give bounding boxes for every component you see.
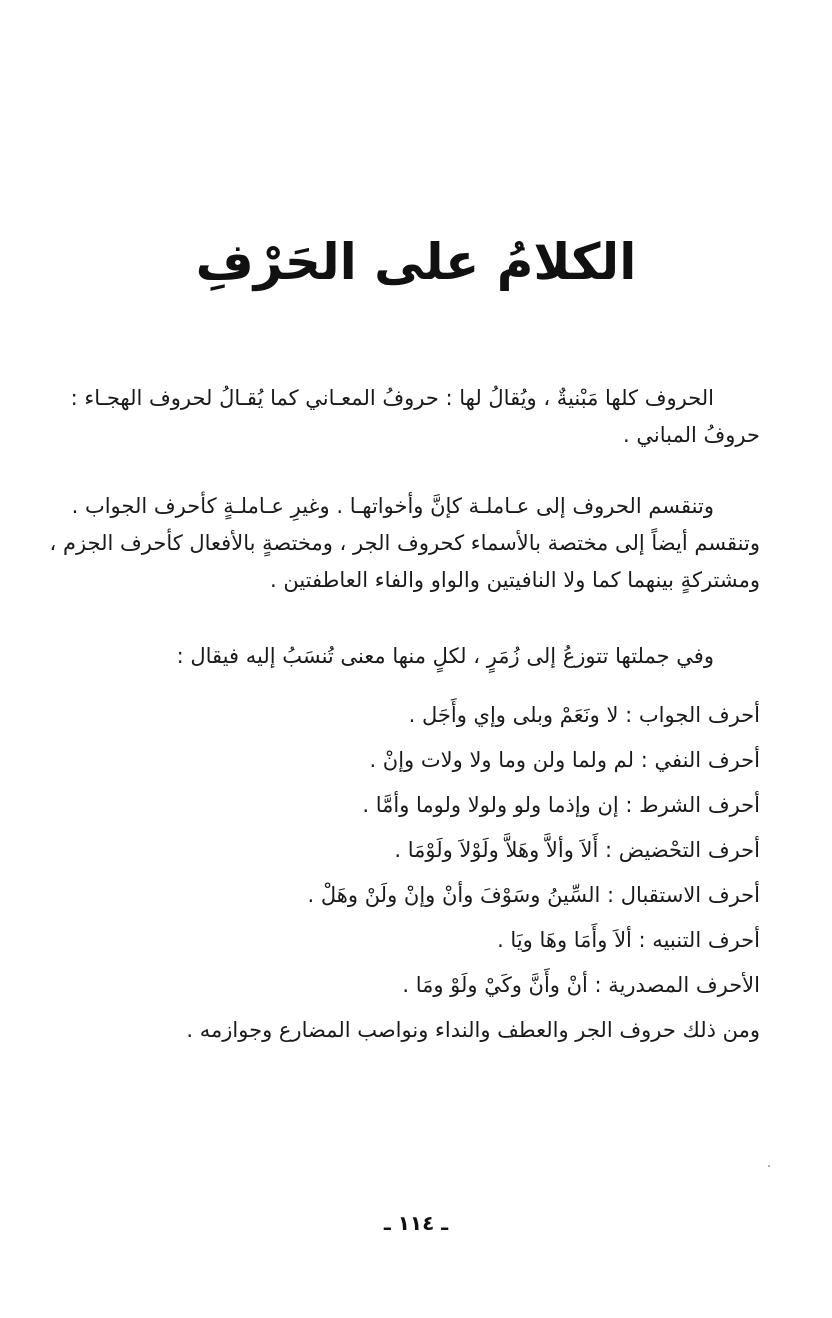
list-item-others: ومن ذلك حروف الجر والعطف والنداء ونواصب المضارع وجوازمه . <box>186 1018 760 1042</box>
text-line: وتنقسم أيضاً إلى مختصة بالأسماء كحروف الجر ، ومختصةٍ بالأفعال كأحرف الجزم ، <box>49 531 760 555</box>
chapter-title: الكلامُ على الحَرْفِ <box>195 233 637 291</box>
list-item-answer: أحرف الجواب : لا ونَعَمْ وبلى وإي وأَجَل . <box>408 703 760 727</box>
page-number: ـ ١١٤ ـ <box>383 1211 449 1235</box>
text-line: وفي جملتها تتوزعُ إلى زُمَرٍ ، لكلٍ منها معنى تُنسَبُ إليه فيقال : <box>176 644 714 668</box>
list-item-negation: أحرف النفي : لم ولما ولن وما ولا ولات وإنْ . <box>369 748 760 772</box>
text-line: ومشتركةٍ بينهما كما ولا النافيتين والواو والفاء العاطفتين . <box>269 568 760 592</box>
list-item-future: أحرف الاستقبال : السِّينُ وسَوْفَ وأنْ وإنْ ولَنْ وهَلْ . <box>307 883 760 907</box>
paragraph-definition <box>62 380 760 454</box>
text-line: الحروف كلها مَبْنيةٌ ، ويُقالُ لها : حروفُ المعـاني كما يُقـالُ لحروف الهجـاء : <box>70 386 714 410</box>
groups-list <box>62 693 760 1053</box>
paragraph-division <box>49 488 760 599</box>
paragraph-groups-intro <box>62 638 760 675</box>
list-item-alert: أحرف التنبيه : ألاَ وأَمَا وهَا ويَا . <box>497 928 760 952</box>
list-item-infinitive: الأحرف المصدرية : أنْ وأَنَّ وكَيْ ولَوْ ومَا . <box>402 973 760 997</box>
list-item-incitement: أحرف التحْضيض : أَلاَ وألاَّ وهَلاَّ ولَوْلاَ ولَوْمَا . <box>394 838 760 862</box>
list-item-condition: أحرف الشرط : إن وإذما ولو ولولا ولوما وأمَّا . <box>362 793 760 817</box>
scan-speck <box>768 1165 770 1167</box>
text-line: حروفُ المباني . <box>623 423 760 447</box>
text-line: وتنقسم الحروف إلى عـاملـة كإنَّ وأخواتهـا . وغيرِ عـاملـةٍ كأحرف الجواب . <box>71 494 714 518</box>
